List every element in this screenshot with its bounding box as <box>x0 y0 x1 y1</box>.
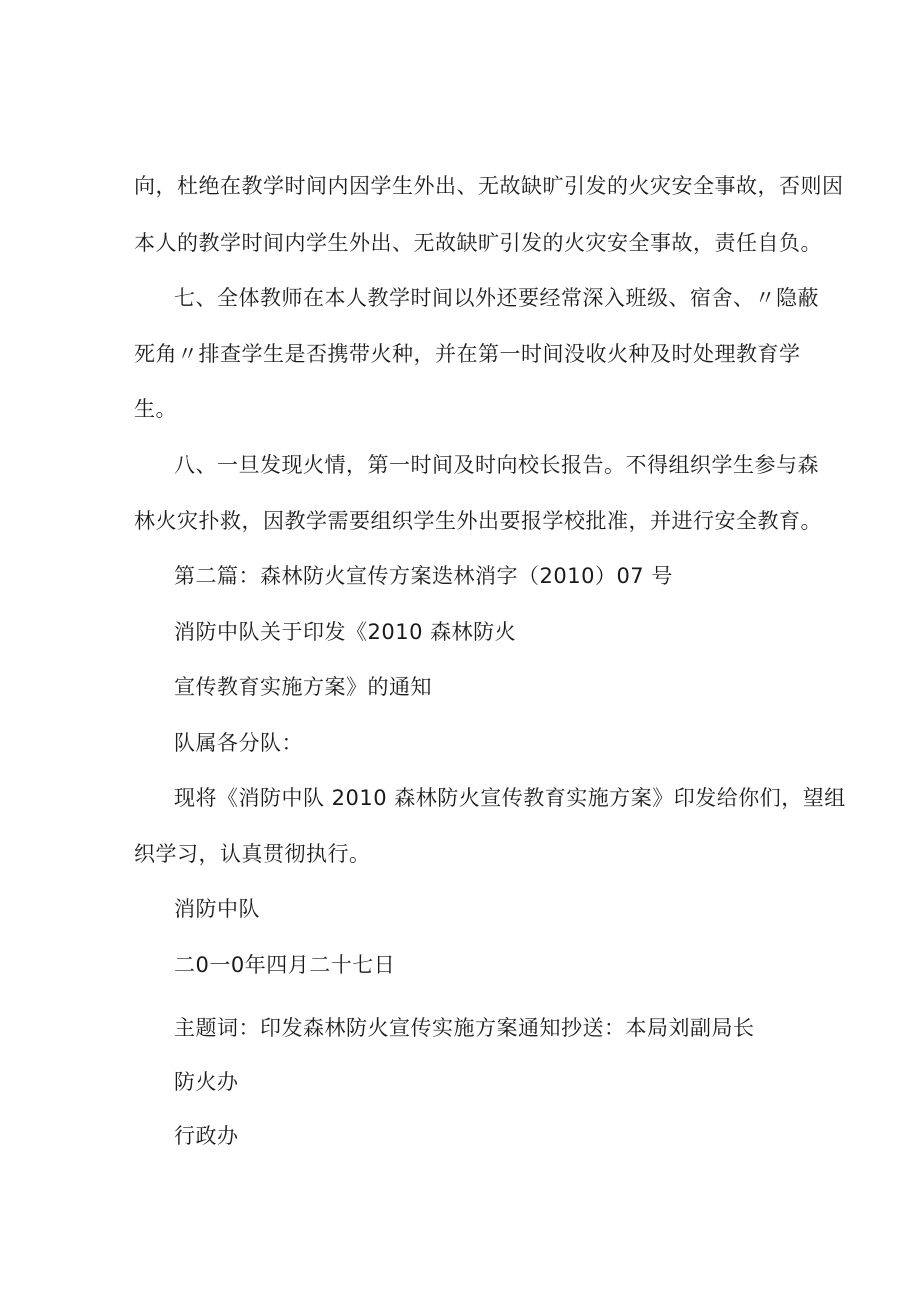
notice-title-line: 宣传教育实施方案》的通知 <box>174 675 432 699</box>
section-heading: 第二篇：森林防火宣传方案迭林消字（2010）07 号 <box>174 564 673 588</box>
cc-recipient: 行政办 <box>174 1124 239 1148</box>
notice-body-line: 织学习，认真贯彻执行。 <box>134 842 371 866</box>
paragraph-line: 林火灾扑救，因教学需要组织学生外出要报学校批准，并进行安全教育。 <box>134 509 822 533</box>
item-seven-line: 七、全体教师在本人教学时间以外还要经常深入班级、宿舍、〃隐蔽 <box>174 286 819 310</box>
subject-keywords-line: 主题词：印发森林防火宣传实施方案通知抄送：本局刘副局长 <box>174 1016 755 1040</box>
notice-title-line: 消防中队关于印发《2010 森林防火 <box>174 620 517 644</box>
paragraph-line: 本人的教学时间内学生外出、无故缺旷引发的火灾安全事故，责任自负。 <box>134 231 822 255</box>
notice-body-line: 现将《消防中队 2010 森林防火宣传教育实施方案》印发给你们，望组 <box>174 786 846 810</box>
item-eight-line: 八、一旦发现火情，第一时间及时向校长报告。不得组织学生参与森 <box>174 453 819 477</box>
paragraph-line: 生。 <box>134 397 177 421</box>
paragraph-line: 向，杜绝在教学时间内因学生外出、无故缺旷引发的火灾安全事故，否则因 <box>134 174 844 198</box>
cc-recipient: 防火办 <box>174 1070 239 1094</box>
paragraph-line: 死角〃排查学生是否携带火种，并在第一时间没收火种及时处理教育学 <box>134 342 801 366</box>
issue-date: 二0一0年四月二十七日 <box>174 953 396 977</box>
issuer-name: 消防中队 <box>174 897 260 921</box>
salutation: 队属各分队： <box>174 731 303 755</box>
